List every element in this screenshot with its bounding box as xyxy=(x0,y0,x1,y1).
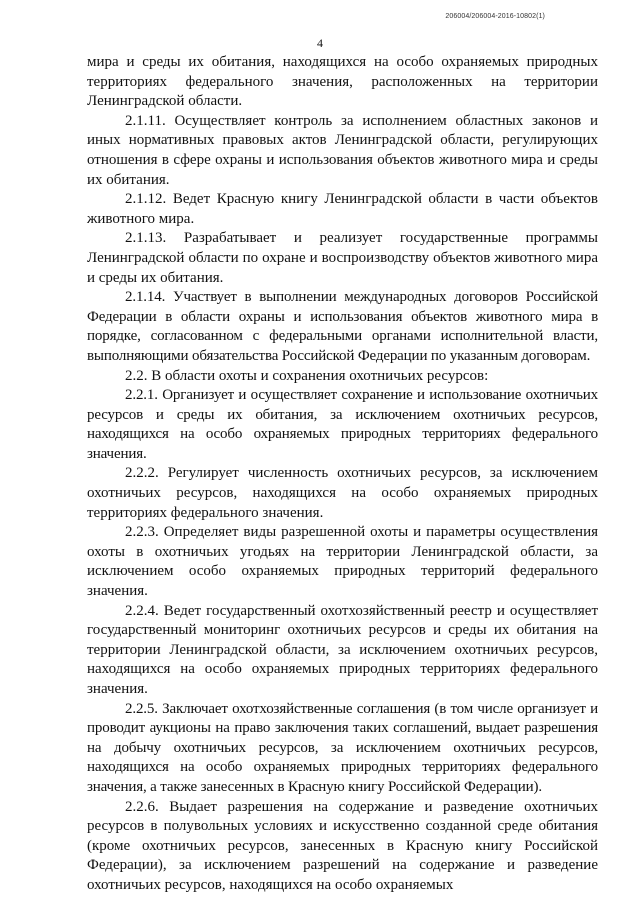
document-body xyxy=(87,53,598,896)
document-id: 206004/206004-2016-10802(1) xyxy=(445,13,545,20)
paragraph-2-2-5: 2.2.5. Заключает охотхозяйственные соглашения (в том числе организует и проводит аукционы на право заключения таких соглашений, выдает разрешения на добычу охотничьих ресурсов, за исключением охотничьих ресурсов, находящихся на особо охраняемых природных территориях федерального значения, а также занесенных в Красную книгу Российской Федерации). xyxy=(87,700,598,795)
page-number: 4 xyxy=(317,36,323,50)
paragraph-2-2-6: 2.2.6. Выдает разрешения на содержание и разведение охотничьих ресурсов в полувольных условиях и искусственно созданной среде обитания (кроме охотничьих ресурсов, занесенных в Красную книгу Российской Федерации), за исключением разрешений на содержание и разведение охотничьих ресурсов, находящихся на особо охраняемых xyxy=(87,798,598,893)
paragraph-2-2-3: 2.2.3. Определяет виды разрешенной охоты и параметры осуществления охоты в охотничьих угодьях на территории Ленинградской области, за исключением особо охраняемых природных территорий федерального значения. xyxy=(87,524,598,600)
paragraph-2-2-2: 2.2.2. Регулирует численность охотничьих ресурсов, за исключением охотничьих ресурсов, находящихся на особо охраняемых природных территориях федерального значения. xyxy=(87,465,598,521)
paragraph-2-1-13: 2.1.13. Разрабатывает и реализует государственные программы Ленинградской области по охране и воспроизводству объектов животного мира и среды их обитания. xyxy=(87,230,598,286)
paragraph-2-1-12: 2.1.12. Ведет Красную книгу Ленинградской области в части объектов животного мира. xyxy=(87,191,598,227)
paragraph-2-2-heading: 2.2. В области охоты и сохранения охотничьих ресурсов: xyxy=(125,367,489,384)
paragraph-2-2-4: 2.2.4. Ведет государственный охотхозяйственный реестр и осуществляет государственный мониторинг охотничьих ресурсов и среды их обитания на территории Ленинградской области, за исключением охотничьих ресурсов, находящихся на особо охраняемых природных территориях федерального значения. xyxy=(87,602,598,697)
paragraph-2-1-14: 2.1.14. Участвует в выполнении международных договоров Российской Федерации в области охраны и использования объектов животного мира в порядке, согласованном с федеральными органами исполнительной власти, выполняющими обязательства Российской Федерации по указанным договорам. xyxy=(87,289,598,364)
paragraph-2-1-11: 2.1.11. Осуществляет контроль за исполнением областных законов и иных нормативных правовых актов Ленинградской области, регулирующих отношения в сфере охраны и использования объектов животного мира и среды их обитания. xyxy=(87,112,598,188)
paragraph-continuation: мира и среды их обитания, находящихся на особо охраняемых природных территориях федерального значения, расположенных на территории Ленинградской области. xyxy=(87,54,598,110)
paragraph-2-2-1: 2.2.1. Организует и осуществляет сохранение и использование охотничьих ресурсов и среды их обитания, за исключением охотничьих ресурсов, находящихся на особо охраняемых природных территориях федерального значения. xyxy=(87,387,598,462)
